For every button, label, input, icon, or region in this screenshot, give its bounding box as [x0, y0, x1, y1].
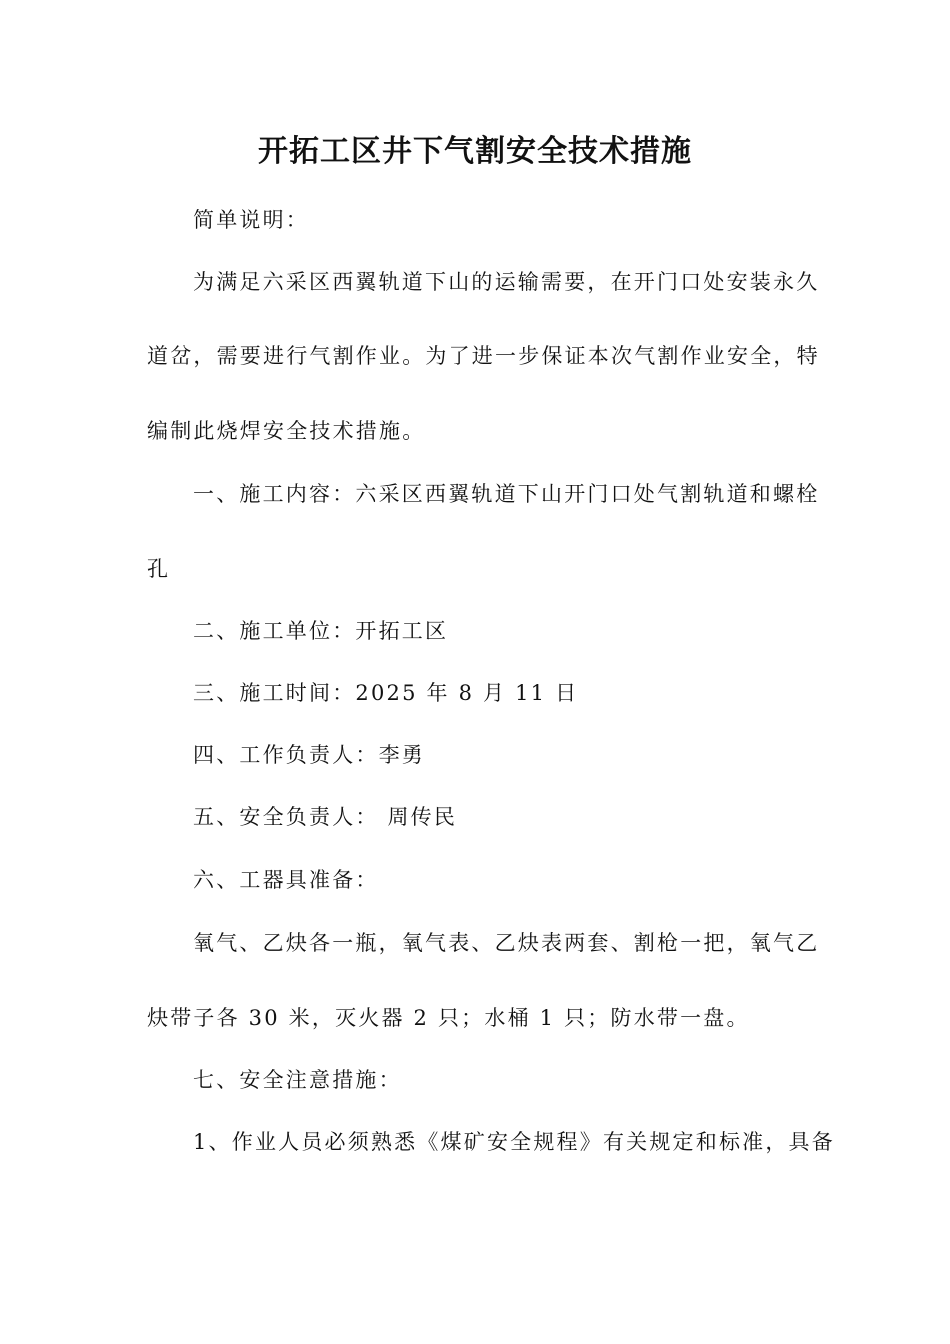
section-safety-leader: 五、安全负责人： 周传民 — [193, 805, 458, 829]
section-tools-heading: 六、工器具准备： — [193, 868, 379, 892]
section-construction-time: 三、施工时间：2025 年 8 月 11 日 — [193, 681, 579, 705]
paragraph-line: 编制此烧焊安全技术措施。 — [147, 419, 426, 443]
section-construction-content: 一、施工内容：六采区西翼轨道下山开门口处气割轨道和螺栓 — [193, 482, 820, 506]
paragraph-line: 1、作业人员必须熟悉《煤矿安全规程》有关规定和标准，具备 — [193, 1130, 835, 1154]
intro-heading: 简单说明： — [193, 208, 309, 232]
paragraph-line: 炔带子各 30 米，灭火器 2 只；水桶 1 只；防水带一盘。 — [147, 1006, 750, 1030]
section-safety-measures-heading: 七、安全注意措施： — [193, 1068, 402, 1092]
paragraph-line: 为满足六采区西翼轨道下山的运输需要，在开门口处安装永久 — [193, 270, 820, 294]
paragraph-line: 氧气、乙炔各一瓶，氧气表、乙炔表两套、割枪一把，氧气乙 — [193, 931, 820, 955]
section-work-leader: 四、工作负责人：李勇 — [193, 743, 425, 767]
paragraph-line: 孔 — [147, 557, 171, 581]
section-construction-unit: 二、施工单位：开拓工区 — [193, 619, 449, 643]
paragraph-line: 道岔，需要进行气割作业。为了进一步保证本次气割作业安全，特 — [147, 344, 820, 368]
document-title: 开拓工区井下气割安全技术措施 — [258, 134, 692, 169]
